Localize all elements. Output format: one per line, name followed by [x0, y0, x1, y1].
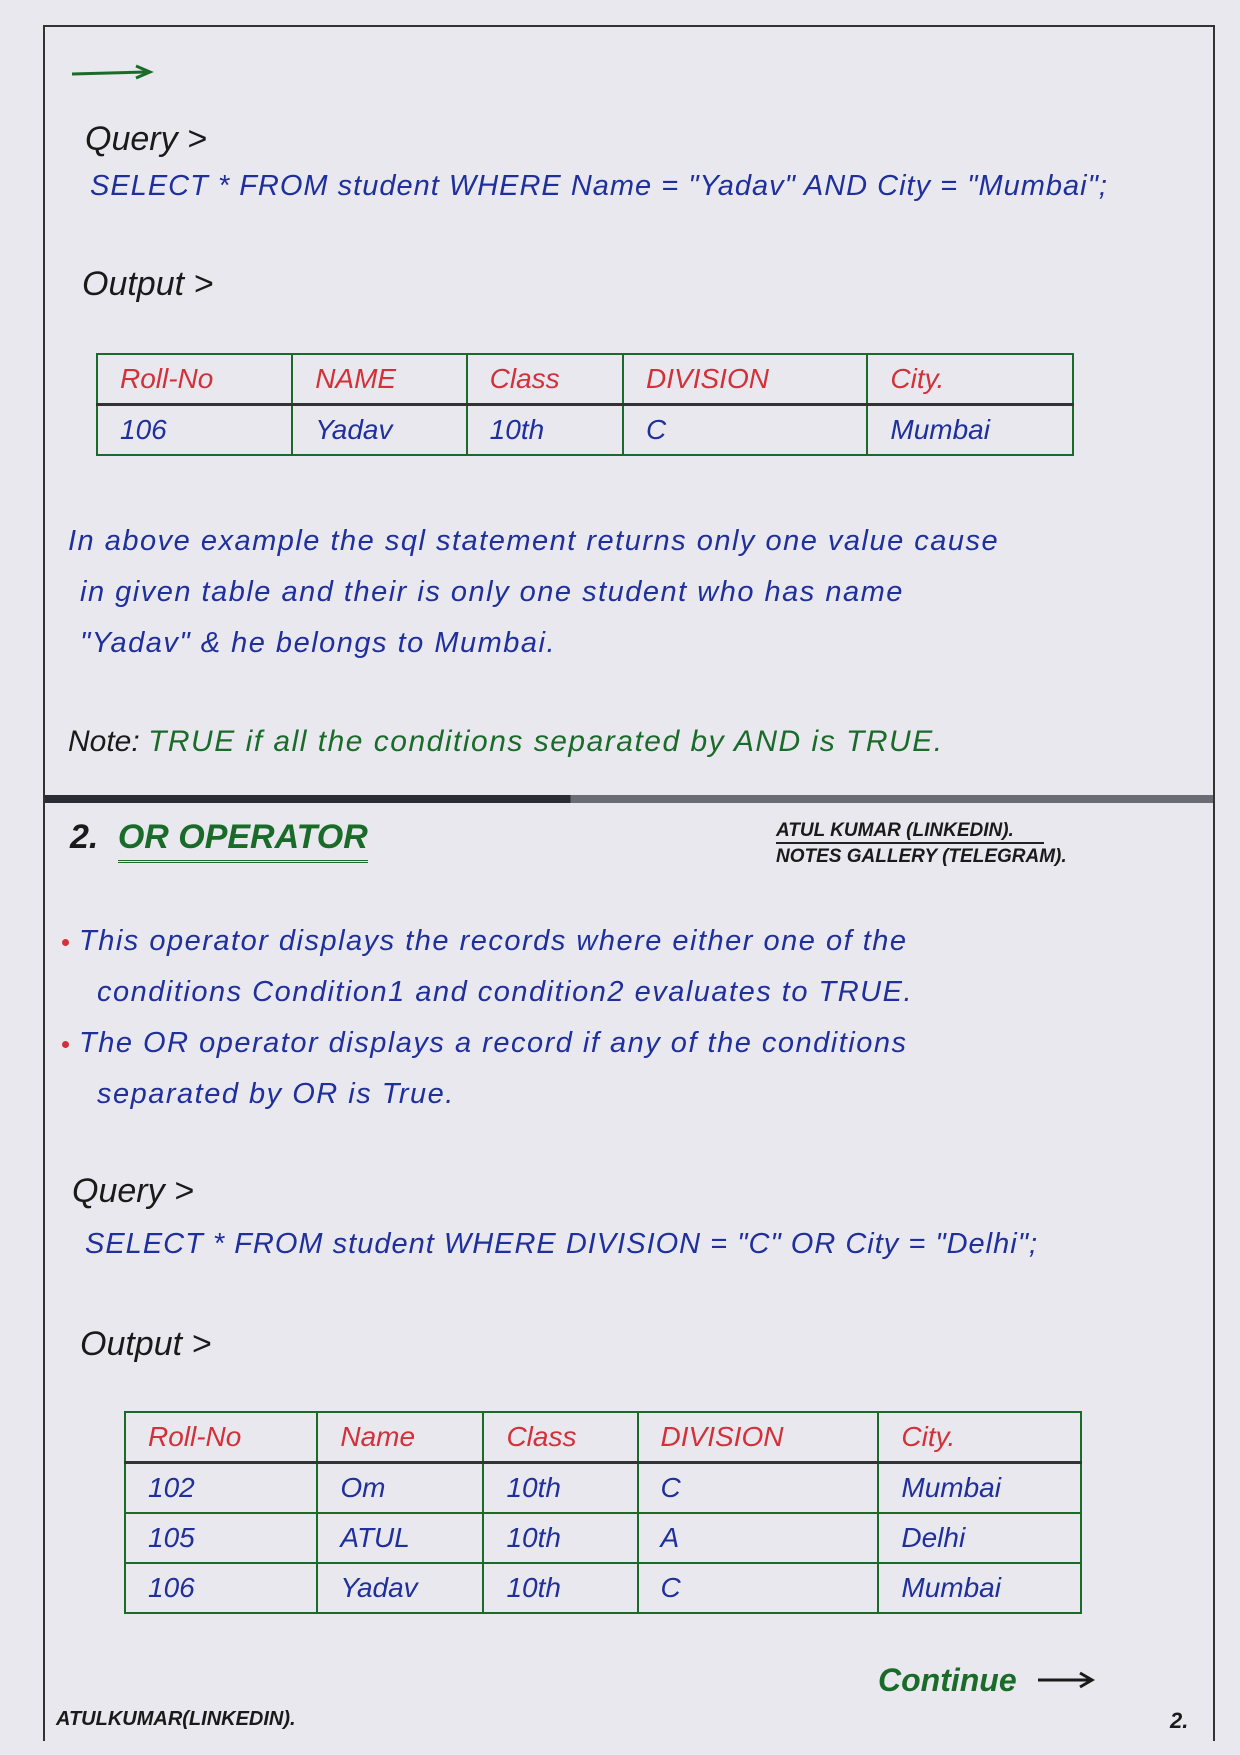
- header-cell: Name: [317, 1412, 483, 1463]
- footer-author: ATULKUMAR(LINKEDIN).: [56, 1708, 296, 1730]
- arrow-right-icon: [70, 64, 154, 84]
- explanation-line: "Yadav" & he belongs to Mumbai.: [80, 627, 557, 659]
- header-cell: Class: [483, 1412, 637, 1463]
- bullet-line: conditions Condition1 and condition2 evaluates to TRUE.: [97, 976, 914, 1008]
- header-cell: NAME: [292, 354, 466, 405]
- header-cell: DIVISION: [623, 354, 867, 405]
- explanation-line: In above example the sql statement returns only one value cause: [68, 525, 1000, 557]
- cell: Mumbai: [878, 1563, 1081, 1613]
- cell: ATUL: [317, 1513, 483, 1563]
- query-sql: SELECT * FROM student WHERE DIVISION = "C" OR City = "Delhi";: [85, 1228, 1039, 1260]
- page-number: 2.: [1170, 1708, 1189, 1733]
- query-label: Query >: [72, 1172, 194, 1210]
- section-heading: [70, 818, 368, 857]
- credit-telegram: NOTES GALLERY (TELEGRAM).: [776, 846, 1067, 867]
- note-label: Note:: [68, 725, 140, 758]
- bullet-text: The OR operator displays a record if any of the conditions: [79, 1027, 908, 1059]
- credit-linkedin: ATUL KUMAR (LINKEDIN).: [776, 820, 1044, 844]
- query-sql: SELECT * FROM student WHERE Name = "Yadav" AND City = "Mumbai";: [90, 170, 1108, 202]
- table-row: [125, 1513, 1081, 1563]
- bullet-line: [62, 1027, 908, 1060]
- explanation-line: in given table and their is only one student who has name: [80, 576, 904, 608]
- table-row: [125, 1463, 1081, 1514]
- cell: 105: [125, 1513, 317, 1563]
- cell: 10th: [483, 1513, 637, 1563]
- cell: 10th: [483, 1463, 637, 1514]
- cell: 106: [97, 405, 292, 456]
- continue-label: Continue: [878, 1662, 1017, 1698]
- output-table-or: [124, 1411, 1082, 1614]
- cell: A: [638, 1513, 879, 1563]
- arrow-right-icon: [1036, 1670, 1096, 1690]
- header-cell: Roll-No: [97, 354, 292, 405]
- table-row: [97, 405, 1073, 456]
- cell: 102: [125, 1463, 317, 1514]
- note: [68, 725, 944, 759]
- section-number: 2.: [70, 818, 99, 856]
- note-text: TRUE if all the conditions separated by AND is TRUE.: [148, 725, 944, 758]
- header-cell: Roll-No: [125, 1412, 317, 1463]
- section-divider: [45, 795, 1213, 803]
- cell: 106: [125, 1563, 317, 1613]
- cell: C: [638, 1463, 879, 1514]
- bullet-icon: [62, 939, 69, 946]
- table-header-row: [125, 1412, 1081, 1463]
- query-label: Query >: [85, 120, 207, 158]
- header-cell: Class: [467, 354, 623, 405]
- output-table-and: [96, 353, 1074, 456]
- cell: Mumbai: [878, 1463, 1081, 1514]
- bullet-text: This operator displays the records where either one of the: [79, 925, 908, 957]
- bullet-line: separated by OR is True.: [97, 1078, 455, 1110]
- header-cell: DIVISION: [638, 1412, 879, 1463]
- cell: Om: [317, 1463, 483, 1514]
- header-cell: City.: [867, 354, 1073, 405]
- table-row: [125, 1563, 1081, 1613]
- cell: Yadav: [292, 405, 466, 456]
- cell: Yadav: [317, 1563, 483, 1613]
- section-title: OR OPERATOR: [118, 818, 368, 863]
- header-cell: City.: [878, 1412, 1081, 1463]
- cell: Delhi: [878, 1513, 1081, 1563]
- output-label: Output >: [82, 265, 214, 303]
- cell: 10th: [467, 405, 623, 456]
- bullet-line: [62, 925, 908, 958]
- bullet-icon: [62, 1041, 69, 1048]
- cell: 10th: [483, 1563, 637, 1613]
- table-header-row: [97, 354, 1073, 405]
- cell: C: [623, 405, 867, 456]
- cell: C: [638, 1563, 879, 1613]
- cell: Mumbai: [867, 405, 1073, 456]
- output-label: Output >: [80, 1325, 212, 1363]
